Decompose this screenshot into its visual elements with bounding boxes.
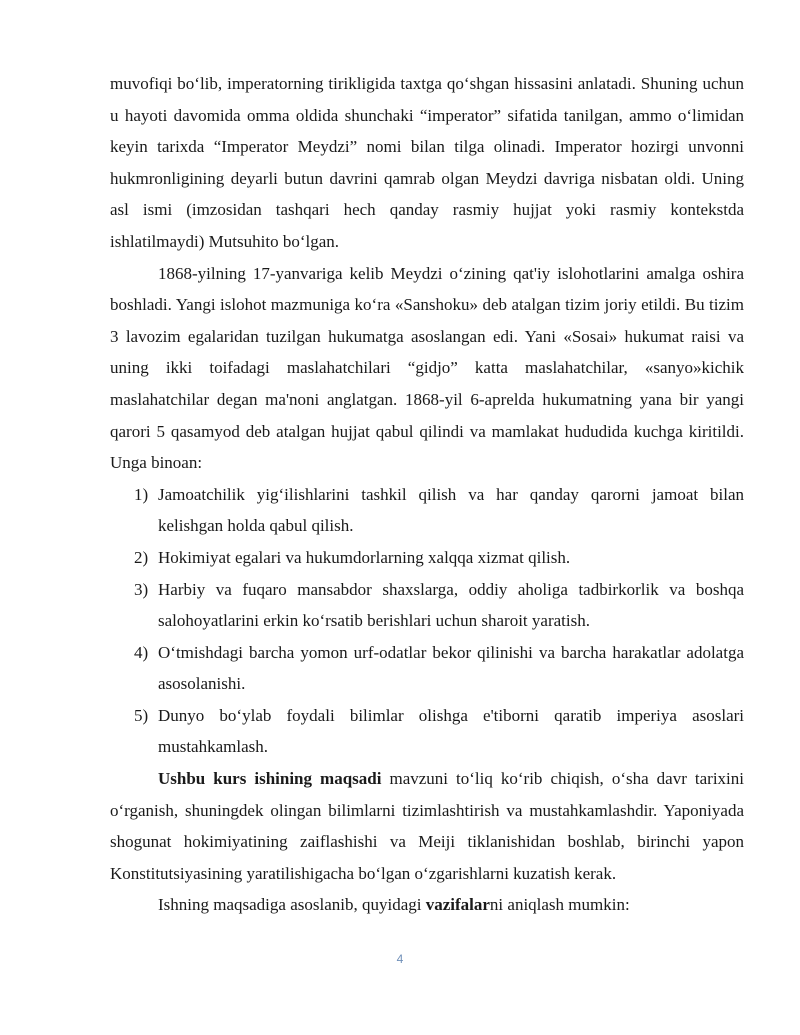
list-item-number: 5) xyxy=(134,705,149,725)
page-number: 4 xyxy=(396,952,404,966)
list-item-text: O‘tmishdagi barcha yomon urf-odatlar bekor qilinishi va barcha harakatlar adolatga asosolanishi. xyxy=(158,642,744,694)
tasks-text-before: Ishning maqsadiga asoslanib, quyidagi xyxy=(158,895,426,915)
list-item xyxy=(110,574,744,637)
list-item-number: 3) xyxy=(134,579,149,599)
paragraph-reforms: 1868-yilning 17-yanvariga kelib Meydzi o‘zining qat'iy islohotlarini amalga oshira boshladi. Yangi islohot mazmuniga ko‘ra «Sanshoku» deb atalgan tizim joriy etildi. Bu tizim 3 lavozim egalaridan tuzilgan hukumatga asoslangan edi. Yani «Sosai» hukumat raisi va uning ikki toifadagi maslahatchilari “gidjo” katta maslahatchilar, «sanyo»kichik maslahatchilar degan ma'noni anglatgan. 1868-yil 6-aprelda hukumatning yana bir yangi qarori 5 qasamyod deb atalgan hujjat qabul qilindi va mamlakat hududida kuchga kiritildi. Unga binoan: xyxy=(110,263,744,473)
list-item xyxy=(110,637,744,700)
list-item-text: Hokimiyat egalari va hukumdorlarning xalqqa xizmat qilish. xyxy=(158,547,571,567)
document-page xyxy=(110,68,744,921)
paragraph-tasks xyxy=(110,889,744,921)
list-item-text: Jamoatchilik yig‘ilishlarini tashkil qilish va har qanday qarorni jamoat bilan kelishgan holda qabul qilish. xyxy=(158,484,744,536)
oath-list xyxy=(110,479,744,763)
paragraph-goal xyxy=(110,763,744,889)
list-item-text: Dunyo bo‘ylab foydali bilimlar olishga e'tiborni qaratib imperiya asoslari mustahkamlash. xyxy=(158,705,744,757)
list-item-number: 2) xyxy=(134,547,149,567)
list-item-text: Harbiy va fuqaro mansabdor shaxslarga, oddiy aholiga tadbirkorlik va boshqa salohoyatlarini erkin ko‘rsatib berishlari uchun sharoit yaratish. xyxy=(158,579,744,631)
list-item xyxy=(110,700,744,763)
list-item-number: 4) xyxy=(134,642,149,662)
tasks-text-after: ni aniqlash mumkin: xyxy=(489,895,630,915)
list-item xyxy=(110,542,744,574)
paragraph-intro: muvofiqi bo‘lib, imperatorning tirikligida taxtga qo‘shgan hissasini anlatadi. Shuning uchun u hayoti davomida omma oldida shunchaki “imperator” sifatida tanilgan, ammo o‘limidan keyin tarixda “Imperator Meydzi” nomi bilan tilga olinadi. Imperator hozirgi unvonni hukmronligining deyarli butun davrini qamrab olgan Meydzi davriga nisbatan oldi. Uning asl ismi (imzosidan tashqari hech qanday rasmiy hujjat yoki rasmiy kontekstda ishlatilmaydi) Mutsuhito bo‘lgan. xyxy=(110,74,744,251)
list-item-number: 1) xyxy=(134,484,149,504)
tasks-keyword: vazifalar xyxy=(425,895,490,915)
goal-heading: Ushbu kurs ishining maqsadi xyxy=(158,769,382,789)
goal-text: mavzuni to‘liq ko‘rib chiqish, o‘sha davr tarixini o‘rganish, shuningdek olingan bilimlarni tizimlashtirish va mustahkamlashdir. Yaponiyada shogunat hokimiyatining zaiflashishi va Meiji tiklanishidan boshlab, birinchi yapon Konstitutsiyasining yaratilishigacha bo‘lgan o‘zgarishlarni kuzatish kerak. xyxy=(110,769,744,883)
list-item xyxy=(110,479,744,542)
